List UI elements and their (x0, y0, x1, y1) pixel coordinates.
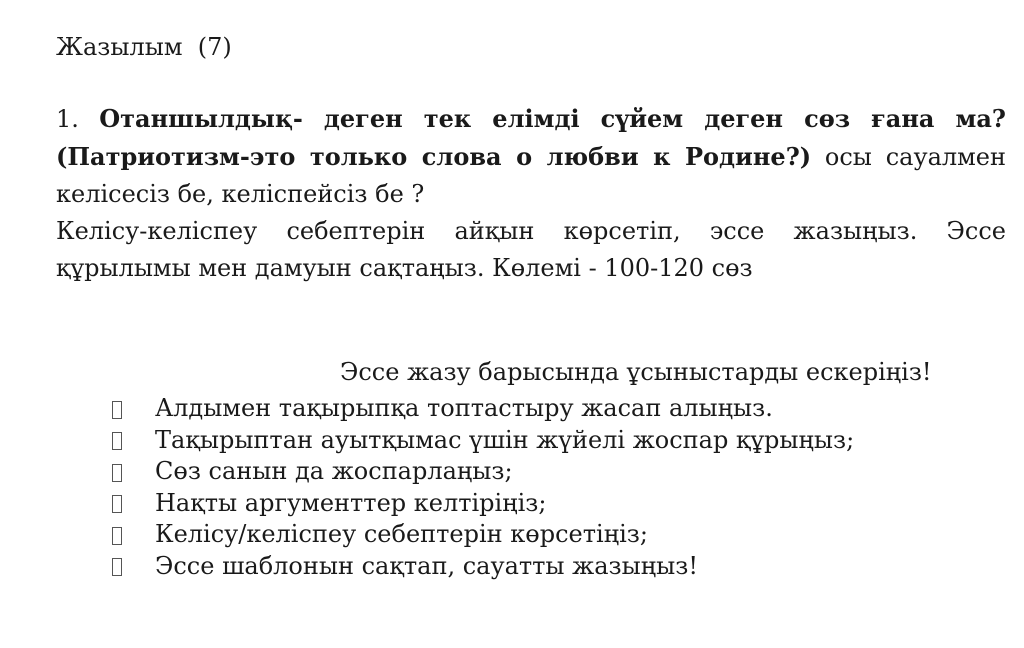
list-item (112, 551, 854, 583)
advice-title: Эссе жазу барысында ұсыныстарды ескеріңіз! (340, 358, 932, 386)
task-question (56, 100, 1006, 213)
task-number: 1. (56, 105, 100, 133)
missing-glyph-box-icon (112, 527, 122, 545)
task-block (56, 100, 1006, 287)
list-item (112, 425, 854, 457)
list-item (112, 456, 854, 488)
missing-glyph-box-icon (112, 432, 122, 450)
missing-glyph-box-icon (112, 401, 122, 419)
list-item-text: Сөз санын да жоспарлаңыз; (155, 457, 513, 485)
task-question-rest: осы сауалмен келісесіз бе, келіспейсіз бе ? (56, 143, 1006, 208)
missing-glyph-box-icon (112, 558, 122, 576)
advice-list (112, 393, 854, 582)
list-item (112, 519, 854, 551)
list-item-text: Эссе шаблонын сақтап, сауатты жазыңыз! (155, 551, 698, 580)
missing-glyph-box-icon (112, 495, 122, 513)
section-heading: Жазылым (7) (56, 33, 232, 61)
task-question-bold: Отаншылдық- деген тек елімді сүйем деген сөз ғана ма? (Патриотизм-это только слова о любви к Родине?) (56, 104, 1006, 171)
list-item-text: Келісу/келіспеу себептерін көрсетіңіз; (155, 520, 648, 548)
list-item-text: Тақырыптан ауытқымас үшін жүйелі жоспар құрыңыз; (155, 425, 855, 454)
list-item-text: Нақты аргументтер келтіріңіз; (155, 488, 547, 517)
list-item-text: Алдымен тақырыпқа топтастыру жасап алыңыз. (155, 394, 773, 422)
missing-glyph-box-icon (112, 464, 122, 482)
list-item (112, 488, 854, 520)
list-item (112, 393, 854, 425)
task-instruction: Келісу-келіспеу себептерін айқын көрсетіп, эссе жазыңыз. Эссе құрылымы мен дамуын сақтаңыз. Көлемі - 100-120 сөз (56, 217, 1006, 282)
